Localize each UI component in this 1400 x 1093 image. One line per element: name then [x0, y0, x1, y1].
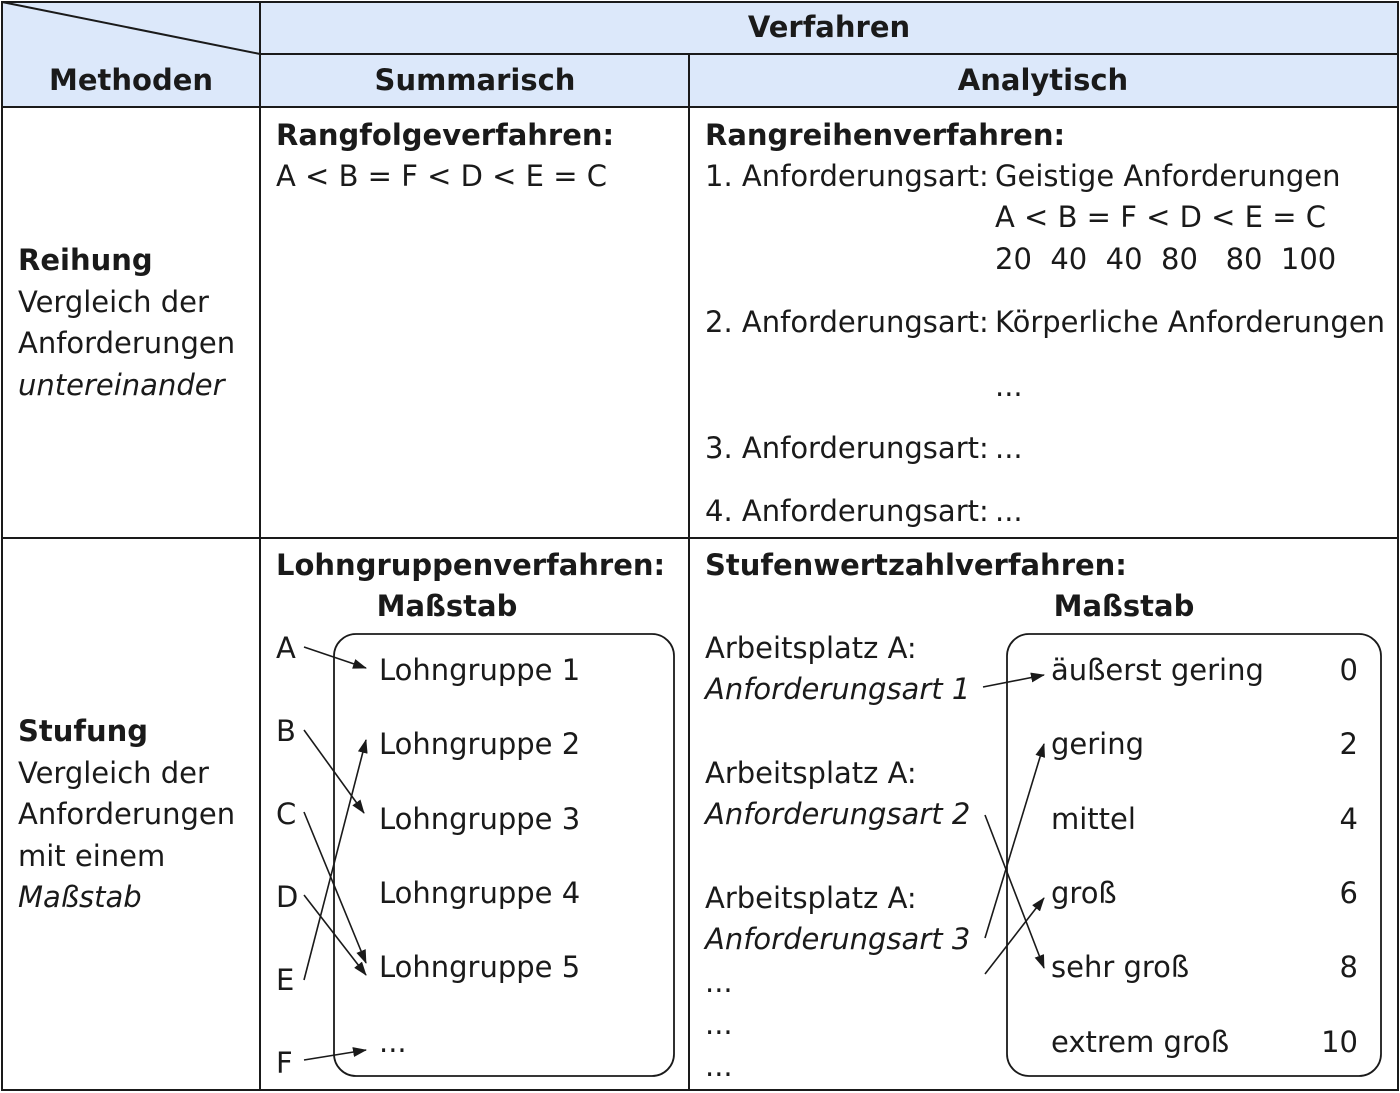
rangreihen-value-1: Geistige Anforderungen — [995, 159, 1341, 193]
letter-a: A — [276, 631, 296, 665]
rangreihen-value-4: ... — [995, 494, 1023, 528]
reihung-desc-3: untereinander — [18, 368, 225, 402]
rangreihen-order: A < B = F < D < E = C — [995, 200, 1326, 234]
lohngruppe-4: Lohngruppe 4 — [379, 876, 581, 910]
anforderungsart-3: Anforderungsart 3 — [705, 922, 971, 956]
letter-f: F — [276, 1046, 293, 1080]
rangreihen-label-1: 1. Anforderungsart: — [705, 159, 989, 193]
stufenwert-dots-2: ... — [705, 1007, 733, 1041]
rangreihen-label-3: 3. Anforderungsart: — [705, 431, 989, 465]
lohngruppe-3: Lohngruppe 3 — [379, 802, 581, 836]
stufung-desc-2: Anforderungen — [18, 797, 236, 831]
level-label-4: sehr groß — [1051, 950, 1190, 984]
letter-d: D — [276, 880, 299, 914]
anforderungsart-2: Anforderungsart 2 — [705, 797, 971, 831]
level-value-3: 6 — [1339, 876, 1358, 910]
stufenwert-dots-1: ... — [705, 965, 733, 999]
stufung-title: Stufung — [18, 714, 149, 748]
header-methoden: Methoden — [48, 63, 214, 97]
reihung-desc-2: Anforderungen — [18, 326, 236, 360]
rangreihen-value-2: Körperliche Anforderungen — [995, 305, 1386, 339]
stufung-desc-4: Maßstab — [18, 880, 142, 914]
rangreihen-label-2: 2. Anforderungsart: — [705, 305, 989, 339]
stufung-desc-1: Vergleich der — [18, 756, 209, 790]
level-label-2: mittel — [1051, 802, 1136, 836]
letter-b: B — [276, 714, 296, 748]
level-label-3: groß — [1051, 876, 1117, 910]
level-value-4: 8 — [1339, 950, 1358, 984]
rangreihen-scores: 20 40 40 80 80 100 — [995, 242, 1337, 276]
header-summarisch: Summarisch — [374, 63, 576, 97]
lohngruppen-title: Lohngruppenverfahren: — [276, 548, 666, 582]
stufenwert-title: Stufenwertzahlverfahren: — [705, 548, 1127, 582]
rangreihen-value-3: ... — [995, 431, 1023, 465]
level-label-0: äußerst gering — [1051, 653, 1264, 687]
arbeitsplatz-3: Arbeitsplatz A: — [705, 881, 917, 915]
level-value-5: 10 — [1321, 1025, 1358, 1059]
rangreihen-label-4: 4. Anforderungsart: — [705, 494, 989, 528]
arbeitsplatz-2: Arbeitsplatz A: — [705, 756, 917, 790]
massstab-box — [1007, 634, 1381, 1076]
header-verfahren: Verfahren — [747, 10, 911, 44]
letter-c: C — [276, 797, 297, 831]
lohngruppe-1: Lohngruppe 1 — [379, 653, 581, 687]
rangreihen-ellipsis: ... — [995, 369, 1023, 403]
reihung-desc-1: Vergleich der — [18, 285, 209, 319]
letter-e: E — [276, 963, 295, 997]
lohngruppen-box — [334, 634, 674, 1076]
stufung-desc-3: mit einem — [18, 839, 166, 873]
header-analytisch: Analytisch — [957, 63, 1129, 97]
anforderungsart-1: Anforderungsart 1 — [705, 672, 971, 706]
lohngruppe-more: ... — [379, 1025, 407, 1059]
level-label-1: gering — [1051, 727, 1145, 761]
rangfolge-title: Rangfolgeverfahren: — [276, 118, 615, 152]
stufenwert-dots-3: ... — [705, 1049, 733, 1083]
lohngruppe-2: Lohngruppe 2 — [379, 727, 581, 761]
lohngruppen-massstab: Maßstab — [376, 589, 518, 623]
arbeitsplatz-1: Arbeitsplatz A: — [705, 631, 917, 665]
lohngruppe-5: Lohngruppe 5 — [379, 950, 581, 984]
level-value-1: 2 — [1339, 727, 1358, 761]
reihung-title: Reihung — [18, 243, 153, 277]
rangfolge-order: A < B = F < D < E = C — [276, 159, 607, 193]
level-value-2: 4 — [1339, 802, 1358, 836]
stufenwert-massstab: Maßstab — [1053, 589, 1195, 623]
level-label-5: extrem groß — [1051, 1025, 1230, 1059]
level-value-0: 0 — [1339, 653, 1358, 687]
rangreihen-title: Rangreihenverfahren: — [705, 118, 1066, 152]
